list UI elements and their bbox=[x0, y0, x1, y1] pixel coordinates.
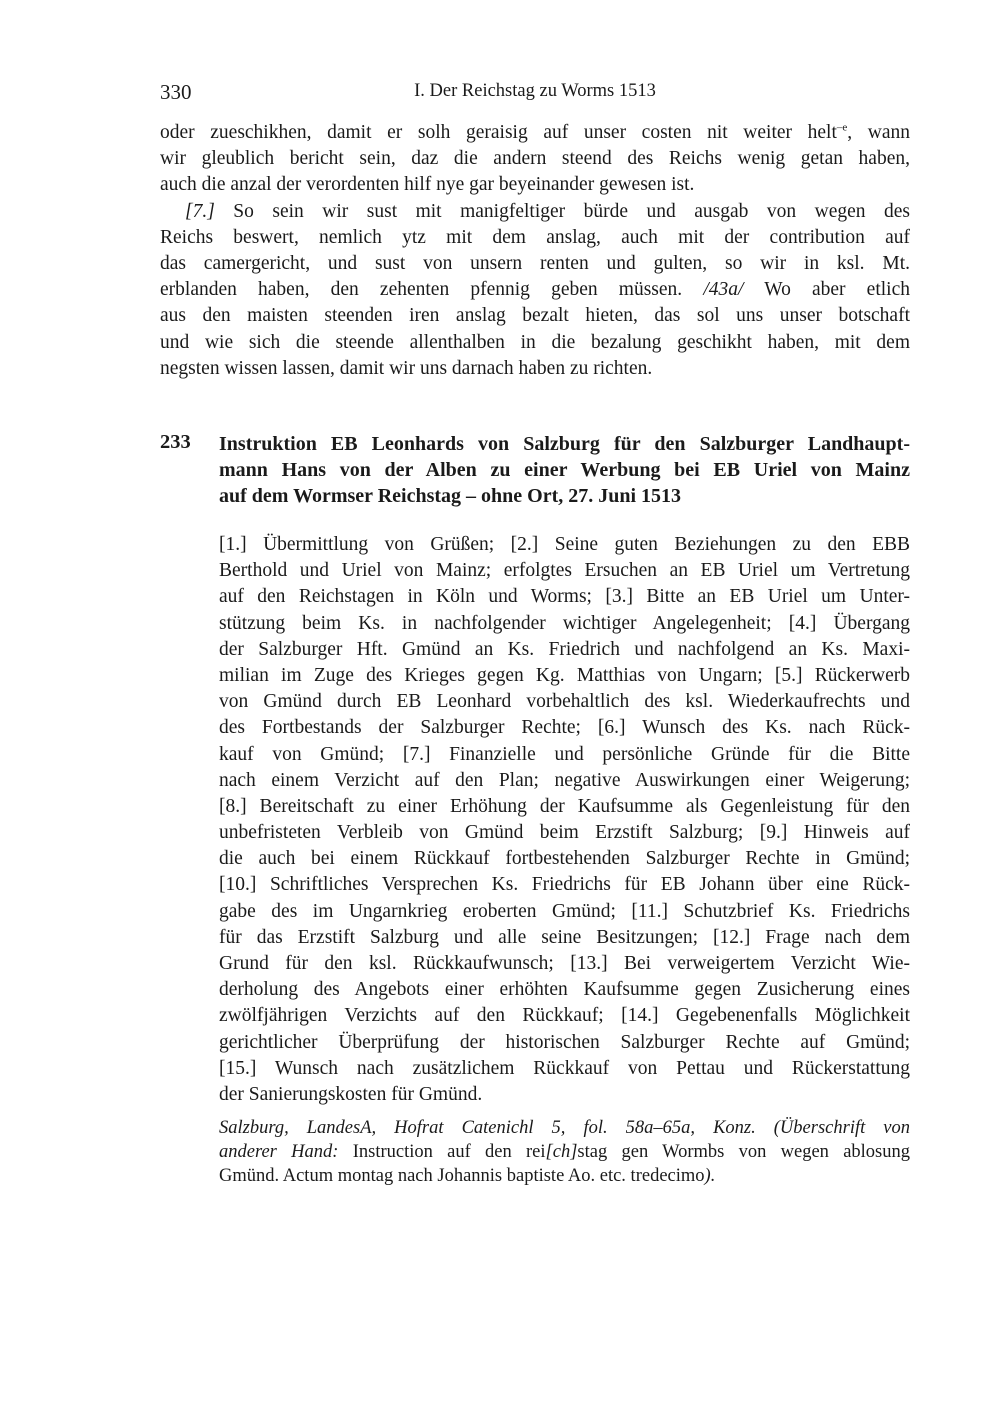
text-segment: Salzburg, LandesA, Hofrat Catenichl 5, fol. 58a–65a, Konz. (Überschrift von bbox=[219, 1118, 910, 1138]
text-line bbox=[219, 532, 910, 558]
text-segment: auf den Reichstagen in Köln und Worms; [3.] Bitte an EB Uriel um Unter- bbox=[219, 586, 910, 608]
text-segment: gerichtlicher Überprüfung der historischen Salzburger Rechte auf Gmünd; bbox=[219, 1031, 910, 1053]
text-line bbox=[219, 1140, 910, 1164]
text-segment: stag gen Wormbs von wegen ablosung bbox=[577, 1142, 911, 1162]
text-segment: für das Erzstift Salzburg und alle seine Besitzungen; [12.] Frage nach dem bbox=[219, 926, 910, 948]
text-line bbox=[219, 846, 910, 872]
text-line bbox=[219, 558, 910, 584]
text-line bbox=[219, 768, 910, 794]
text-line bbox=[219, 899, 910, 925]
text-segment: anderer Hand: bbox=[219, 1142, 339, 1162]
text-line bbox=[219, 977, 910, 1003]
text-segment: /43a/ bbox=[703, 279, 744, 301]
text-segment: [1.] Übermittlung von Grüßen; [2.] Seine guten Beziehungen zu den EBB bbox=[219, 534, 910, 555]
text-line bbox=[160, 330, 910, 356]
text-line bbox=[219, 1003, 910, 1029]
entry-summary bbox=[219, 532, 910, 1108]
text-segment: Wo aber etlich bbox=[743, 279, 910, 301]
text-line bbox=[219, 872, 910, 898]
entry-number: 233 bbox=[160, 431, 191, 453]
text-line bbox=[219, 951, 910, 977]
text-segment: derholung des Angebots einer erhöhten Kaufsumme gegen Zusicherung eines bbox=[219, 979, 910, 1001]
text-line bbox=[219, 1030, 910, 1056]
text-segment: stützung beim Ks. in nachfolgender wichtiger Angelegenheit; [4.] Übergang bbox=[219, 612, 910, 634]
text-segment: milian im Zuge des Krieges gegen Kg. Matthias von Ungarn; [5.] Rückerwerb bbox=[219, 664, 910, 686]
text-line bbox=[219, 1082, 910, 1108]
text-segment: der Sanierungskosten für Gmünd. bbox=[219, 1083, 483, 1105]
text-line bbox=[219, 457, 910, 483]
text-line bbox=[219, 637, 910, 663]
text-line bbox=[160, 199, 910, 225]
text-line bbox=[160, 225, 910, 251]
text-line bbox=[219, 794, 910, 820]
text-line bbox=[160, 251, 910, 277]
text-segment: die auch bei einem Rückkauf fortbestehenden Salzburger Rechte in Gmünd; bbox=[219, 848, 910, 870]
text-segment: Berthold und Uriel von Mainz; erfolgtes Ersuchen an EB Uriel um Vertretung bbox=[219, 560, 910, 582]
text-segment: So sein wir sust mit manigfeltiger bürde und ausgab von wegen des bbox=[214, 200, 910, 222]
text-segment: gabe des im Ungarnkrieg eroberten Gmünd; [11.] Schutzbrief Ks. Friedrichs bbox=[219, 900, 910, 922]
text-segment: [8.] Bereitschaft zu einer Erhöhung der Kaufsumme als Gegenleistung für den bbox=[219, 795, 910, 817]
text-line bbox=[160, 303, 910, 329]
text-segment: mann Hans von der Alben zu einer Werbung bei EB Uriel von Mainz bbox=[219, 459, 910, 482]
text-line bbox=[160, 172, 910, 198]
text-line bbox=[219, 483, 910, 509]
text-segment: nach einem Verzicht auf den Plan; negative Auswirkungen einer Weigerung; bbox=[219, 769, 910, 791]
text-segment: [ch] bbox=[545, 1142, 578, 1162]
text-line bbox=[219, 715, 910, 741]
text-segment: und wie sich die steende allenthalben in die bezalung geschikht haben, mit dem bbox=[160, 331, 910, 353]
text-segment: zwölfjährigen Verzichts auf den Rückkauf; [14.] Gegebenenfalls Möglichkeit bbox=[219, 1005, 910, 1027]
text-line bbox=[160, 146, 910, 172]
text-segment: Instruktion EB Leonhards von Salzburg für den Salzburger Landhaupt- bbox=[219, 433, 910, 455]
running-head: I. Der Reichstag zu Worms 1513 bbox=[414, 81, 656, 101]
text-segment: Grund für den ksl. Rückkaufwunsch; [13.] Bei verweigertem Verzicht Wie- bbox=[219, 953, 910, 974]
body-text bbox=[160, 120, 910, 382]
text-segment: oder zueschikhen, damit er solh geraisig auf unser costen nit weiter helt bbox=[160, 122, 837, 143]
text-segment: negsten wissen lassen, damit wir uns darnach haben zu richten. bbox=[160, 357, 653, 379]
text-segment: kauf von Gmünd; [7.] Finanzielle und persönliche Gründe für die Bitte bbox=[219, 743, 910, 765]
text-line bbox=[160, 277, 910, 303]
text-segment: auf dem Wormser Reichstag – ohne Ort, 27. Juni 1513 bbox=[219, 485, 682, 508]
text-segment: aus den maisten steenden iren anslag bezalt hieten, das sol uns unser botschaft bbox=[160, 305, 910, 327]
text-line bbox=[219, 584, 910, 610]
text-segment: [10.] Schriftliches Versprechen Ks. Friedrichs für EB Johann über eine Rück- bbox=[219, 874, 910, 896]
text-segment: [7.] bbox=[185, 200, 215, 222]
text-line bbox=[160, 356, 910, 382]
text-segment: von Gmünd durch EB Leonhard vorbehaltlich des ksl. Wiederkaufrechts und bbox=[219, 691, 910, 713]
text-line bbox=[219, 1164, 910, 1188]
text-segment: Gmünd. Actum montag nach Johannis baptiste Ao. etc. tredecimo bbox=[219, 1166, 705, 1186]
text-segment: Reichs beswert, nemlich ytz mit dem anslag, auch mit der contribution auf bbox=[160, 226, 910, 248]
text-line bbox=[219, 820, 910, 846]
text-segment: ). bbox=[704, 1166, 716, 1186]
text-segment: unbefristeten Verbleib von Gmünd beim Erzstift Salzburg; [9.] Hinweis auf bbox=[219, 822, 910, 844]
text-line bbox=[219, 1056, 910, 1082]
text-line bbox=[219, 689, 910, 715]
text-segment: der Salzburger Hft. Gmünd an Ks. Friedrich und nachfolgend an Ks. Maxi- bbox=[219, 638, 910, 660]
text-segment: auch die anzal der verordenten hilf nye gar beyeinander gewesen ist. bbox=[160, 174, 695, 196]
text-line bbox=[219, 611, 910, 637]
text-segment: , wann bbox=[847, 122, 910, 143]
text-segment: des Fortbestands der Salzburger Rechte; [6.] Wunsch des Ks. nach Rück- bbox=[219, 717, 910, 739]
text-line bbox=[219, 742, 910, 768]
text-segment: wir gleublich bericht sein, daz die andern steend des Reichs wenig getan haben, bbox=[160, 148, 910, 170]
text-line bbox=[219, 663, 910, 689]
text-segment: erblanden haben, den zehenten pfennig geben müssen. bbox=[160, 279, 704, 301]
text-line bbox=[219, 925, 910, 951]
text-line bbox=[219, 1116, 910, 1140]
text-line bbox=[160, 120, 910, 146]
source-note bbox=[219, 1116, 910, 1188]
footnote-marker: –e bbox=[836, 121, 848, 134]
text-segment: [15.] Wunsch nach zusätzlichem Rückkauf von Pettau und Rückerstattung bbox=[219, 1057, 910, 1079]
text-segment: das camergericht, und sust von unsern renten und gulten, so wir in ksl. Mt. bbox=[160, 252, 910, 274]
page-number: 330 bbox=[160, 80, 192, 104]
text-line bbox=[219, 431, 910, 457]
entry-heading bbox=[219, 431, 910, 510]
text-segment: Instruction auf den rei bbox=[338, 1142, 546, 1162]
